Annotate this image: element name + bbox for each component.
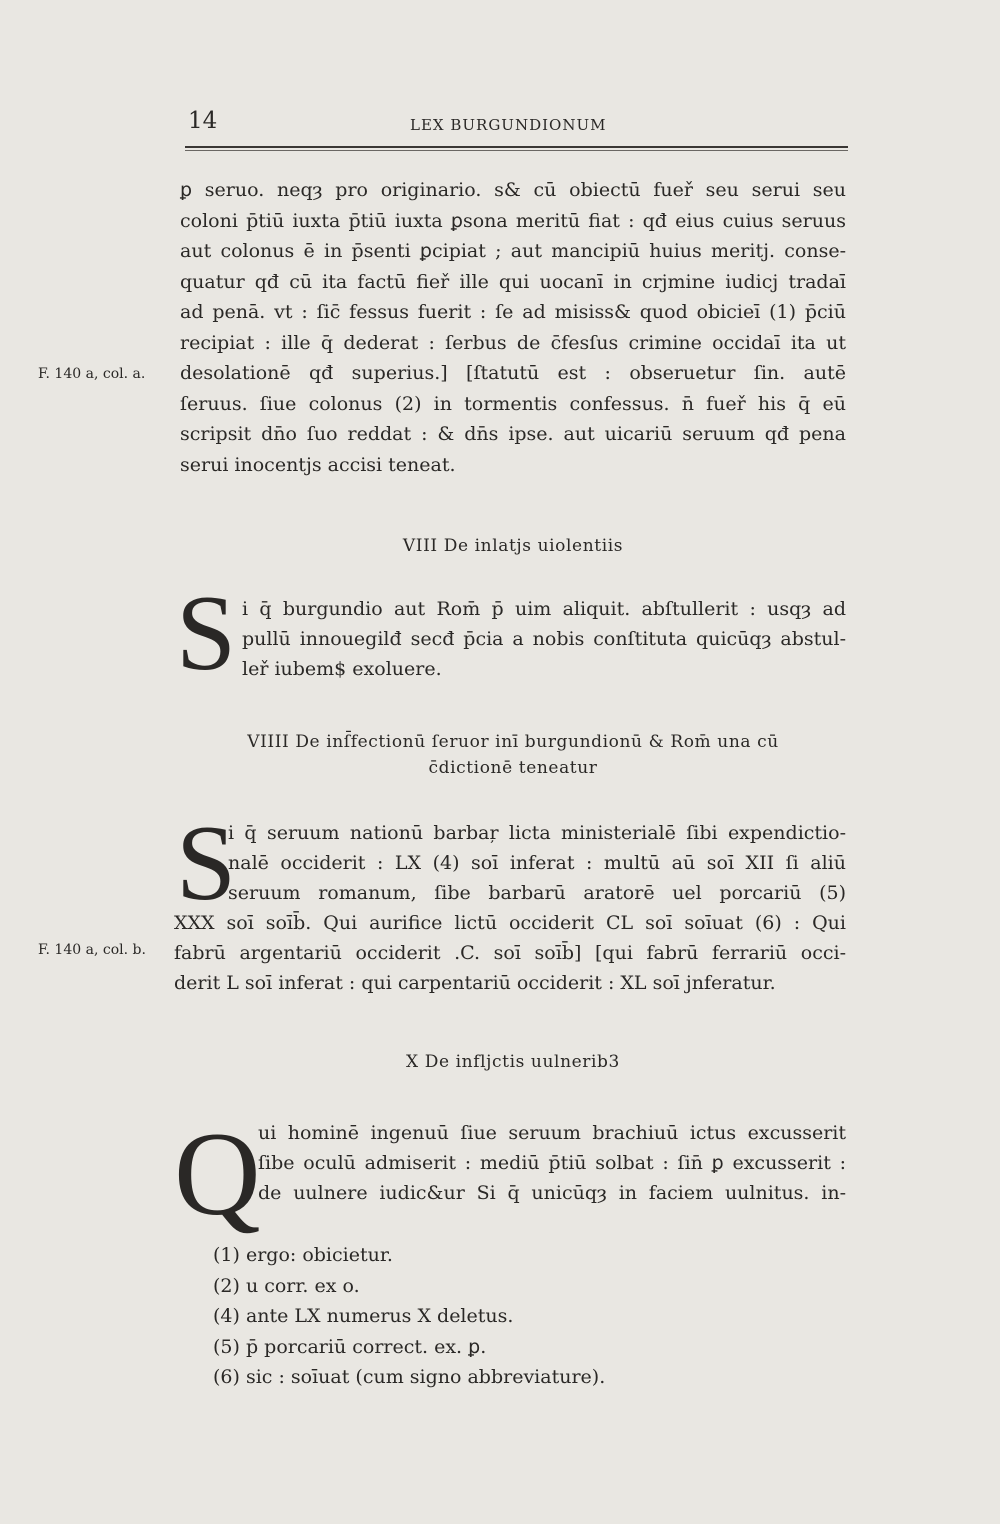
drop-cap-initial: Q [174, 1107, 261, 1240]
text-line: ad penā. vt : ſic̄ fessus fuerit : ſe ad misiss& quod obicieī (1) p̄ciū [180, 301, 846, 323]
footnote: (1) ergo: obicietur. [213, 1244, 393, 1266]
footnotes [213, 1240, 605, 1393]
section-viii-heading [180, 536, 846, 556]
text-line: ſeruus. ſiue colonus (2) in tormentis confessus. n̄ fueř his q̄ eū [180, 392, 846, 415]
text-line: aut colonus ē in p̄senti ꝑcipiat ; aut mancipiū huius meritj. conse- [180, 240, 846, 262]
drop-cap-initial: S [176, 574, 237, 693]
text-line: i q̄ burgundio aut Rom̄ p̄ uim aliquit. abſtullerit : usqȝ ad [242, 598, 846, 620]
top-passage [180, 175, 846, 480]
heading-text: VIIII De inſ̄fectionū ſeruor inī burgundionū & Rom̄ una cū [247, 732, 779, 752]
section-viii-body [242, 594, 846, 684]
margin-note-col-b: F. 140 a, col. b. [38, 942, 146, 958]
text-line: pullū innouegilđ secđ p̄cia a nobis conſtituta quicūqȝ abstul- [242, 628, 846, 650]
text-line: fabrū argentariū occiderit .C. soī soīb̄] [qui fabrū ferrariū occi- [174, 942, 846, 964]
heading-text: c̄dictionē teneatur [428, 758, 598, 778]
header-rule-thin [185, 150, 848, 151]
section-x-heading [180, 1052, 846, 1072]
text-line: seruum romanum, ſibe barbarū aratorē uel porcariū (5) [228, 882, 846, 904]
text-line: recipiat : ille q̄ dederat : ſerbus de c̄fesſus crimine occidaī ita ut [180, 331, 846, 354]
text-line: serui inocentjs accisi teneat. [180, 453, 456, 476]
text-line: coloni p̄tiū iuxta p̄tiū iuxta ꝑsona meritū fiat : qđ eius cuius seruus [180, 209, 846, 232]
text-line: ꝑ seruo. neqȝ pro originario. s& cū obiectū fueř seu serui seu [180, 179, 846, 201]
section-viiii-body-indented [228, 818, 846, 908]
text-line: XXX soī soīb̄. Qui aurifice lictū occiderit CL soī soīuat (6) : Qui [174, 912, 846, 934]
footnote: (6) sic : soīuat (cum signo abbreviature). [213, 1366, 606, 1388]
text-line: scripsit dn̄o ſuo reddat : & dn̄s ipse. aut uicariū seruum qđ pena [180, 423, 846, 445]
heading-text: X De infljctis uulnerib3 [406, 1052, 620, 1072]
margin-note-col-a: F. 140 a, col. a. [38, 366, 146, 382]
text-line: ui hominē ingenuū ſiue seruum brachiuū ictus excusserit [258, 1122, 846, 1144]
text-line: i q̄ seruum nationū barbaŗ licta ministerialē ſibi expendictio- [228, 822, 846, 844]
text-line: desolationē qđ superius.] [ſtatutū est : obseruetur ſin. autē [180, 362, 846, 384]
page-header [188, 108, 848, 148]
page-number: 14 [188, 108, 218, 134]
footnote: (5) p̄ porcariū correct. ex. ꝑ. [213, 1335, 487, 1358]
section-x-body [258, 1118, 846, 1208]
text-line: derit L soī inferat : qui carpentariū occiderit : XL soī jnferatur. [174, 972, 776, 994]
text-line: ſibe oculū admiserit : mediū p̄tiū solbat : ſin̄ ꝑ excusserit : [258, 1152, 846, 1174]
text-line: quatur qđ cū ita factū fieř ille qui uocanī in crjmine iudicj tradaī [180, 270, 846, 293]
footnote: (4) ante LX numerus X deletus. [213, 1305, 514, 1327]
section-viiii-heading [180, 732, 846, 778]
header-rule [185, 146, 848, 148]
text-line: de uulnere iudic&ur Si q̄ unicūqȝ in faciem uulnitus. in- [258, 1182, 846, 1204]
heading-text: VIII De inlatjs uiolentiis [402, 536, 624, 556]
drop-cap-initial: S [176, 804, 237, 923]
text-line: nalē occiderit : LX (4) soī inferat : multū aū soī XII ſi aliū [228, 852, 846, 874]
section-viiii-body [174, 908, 846, 998]
footnote: (2) u corr. ex o. [213, 1274, 360, 1297]
running-head: LEX BURGUNDIONUM [410, 116, 607, 134]
text-line: leř iubem$ exoluere. [242, 658, 442, 680]
